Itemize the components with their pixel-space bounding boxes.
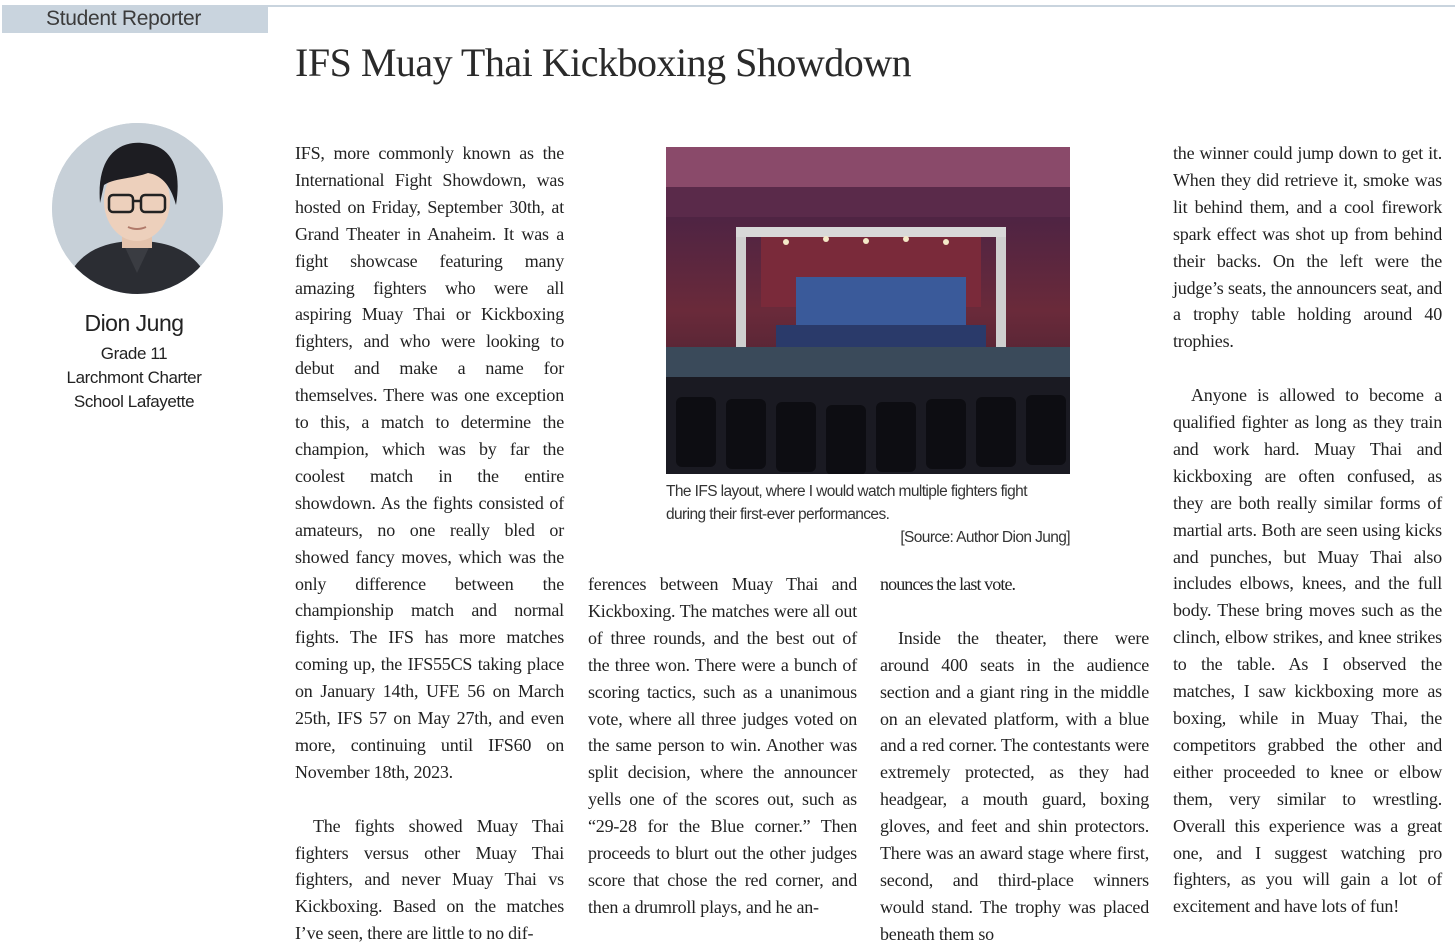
photo-caption: The IFS layout, where I would watch multiple fighters fight during their first-ever performances. bbox=[666, 483, 1027, 523]
author-name: Dion Jung bbox=[84, 310, 184, 336]
header-rule bbox=[268, 5, 1455, 7]
article-column-1 bbox=[295, 140, 564, 947]
photo-source: [Source: Author Dion Jung] bbox=[900, 529, 1070, 546]
author-grade: Grade 11 bbox=[100, 344, 168, 363]
author-school-line2: School Lafayette bbox=[73, 392, 195, 411]
column-1-paragraph-2: The fights showed Muay Thai fighters versus other Muay Thai fighters, and never Muay Thai vs Kickboxing. Based on the matches I’ve seen, there are little to no dif- bbox=[295, 815, 564, 944]
column-2-paragraph-1: ferences between Muay Thai and Kickboxing. The matches were all out of three rounds, and the best out of the three won. There were a bunch of scoring tactics, such as a unanimous vote, where all three judges voted on the same person to win. Another was split decision, where the announcer yells one of the scores out, such as “29-28 for the Blue corner.” Then proceeds to blurt out the other judges score that chose the red corner, and then a drumroll plays, and he an- bbox=[588, 574, 857, 917]
author-byline bbox=[20, 308, 248, 414]
theater-ring-image bbox=[666, 147, 1070, 474]
column-1-paragraph-1: IFS, more commonly known as the International Fight Showdown, was hosted on Friday, September 30th, at Grand Theater in Anaheim. It was a fight showcase featuring many amazing fighters who were all aspiring Muay Thai or Kickboxing fighters, and who were looking to debut and make a name for themselves. There was one exception to this, a match to determine the champion, which was by far the coolest match in the entire showdown. As the fights consisted of amateurs, no one really bled or showed fancy moves, which was the only difference between the championship match and normal fights. The IFS has more matches coming up, the IFS55CS taking place on January 14th, UFE 56 on March 25th, IFS 57 on May 27th, and even more, continuing until IFS60 on November 18th, 2023. bbox=[295, 143, 564, 782]
author-avatar bbox=[52, 123, 223, 294]
column-4-paragraph-2: Anyone is allowed to become a qualified fighter as long as they train and work hard. Muay Thai and kickboxing are often confused, as they are both really similar forms of martial arts. Both are seen using kicks and punches, but Muay Thai also includes elbows, knees, and the full body. These bring moves such as the clinch, elbow strikes, and knee strikes to the table. As I observed the matches, I saw kickboxing more as boxing, while in Muay Thai, the competitors grabbed the other and either proceeded to knee or elbow them, very similar to wrestling. Overall this experience was a great one, and I suggest watching pro fighters, as you will gain a lot of excitement and have lots of fun! bbox=[1173, 385, 1442, 917]
headline: IFS Muay Thai Kickboxing Showdown bbox=[295, 40, 912, 85]
author-school-line1: Larchmont Charter bbox=[66, 368, 202, 387]
section-label: Student Reporter bbox=[2, 5, 268, 33]
article-column-4 bbox=[1173, 140, 1442, 920]
photo-caption-block bbox=[666, 480, 1070, 549]
author-portrait-image bbox=[52, 123, 223, 294]
article-photo bbox=[666, 147, 1070, 474]
column-4-paragraph-1: the winner could jump down to get it. When they did retrieve it, smoke was lit behind them, and a cool firework spark effect was shot up from behind their backs. On the left were the judge’s seats, the announcers seat, and a trophy table holding around 40 trophies. bbox=[1173, 143, 1442, 352]
article-column-2 bbox=[588, 571, 857, 921]
article-column-3 bbox=[880, 571, 1149, 948]
column-3-paragraph-2: Inside the theater, there were around 400 seats in the audience section and a giant ring in the middle on an elevated platform, with a blue and a red corner. The contestants were extremely protected, as they had headgear, a mouth guard, boxing gloves, and feet and shin protectors. There was an award stage where first, second, and third-place winners would stand. The trophy was placed beneath them so bbox=[880, 627, 1149, 944]
column-3-paragraph-1: nounces the last vote. bbox=[880, 574, 1016, 594]
